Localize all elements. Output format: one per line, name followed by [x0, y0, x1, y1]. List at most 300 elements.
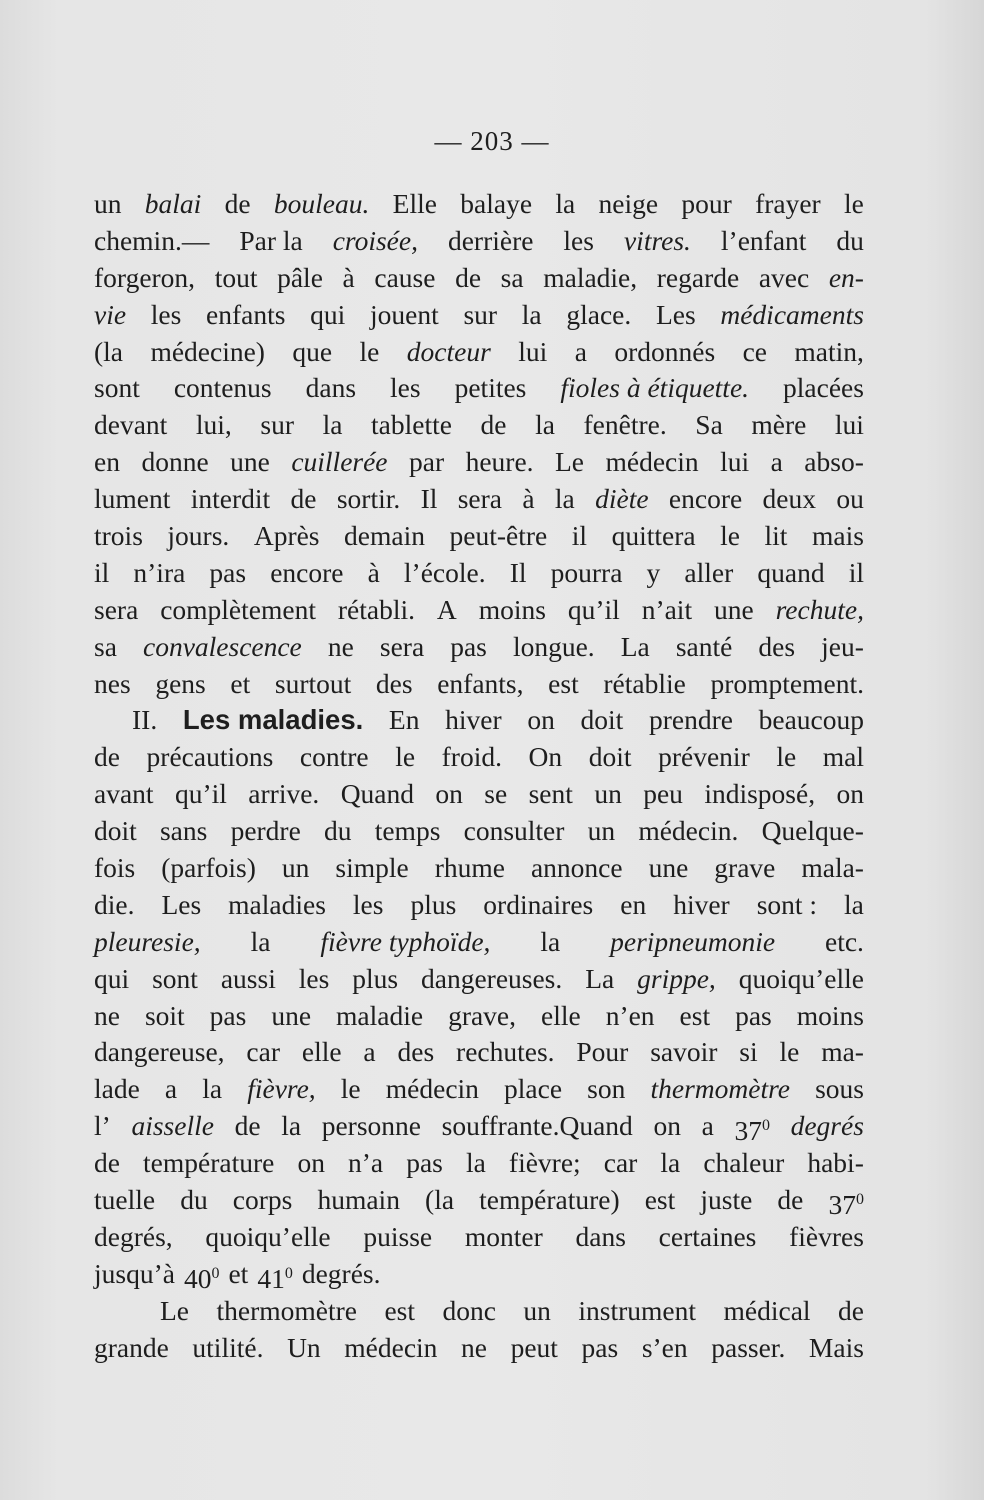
italic-term: degrés — [790, 1110, 864, 1142]
word: $41^0$ — [257, 1262, 293, 1294]
word: son — [587, 1073, 626, 1105]
word: Un — [287, 1331, 321, 1363]
text-line — [94, 629, 864, 666]
word: neige — [598, 188, 659, 219]
italic-term: thermomètre — [650, 1073, 790, 1105]
word: n’ait — [641, 593, 693, 625]
word: Les — [161, 888, 202, 920]
word: des — [375, 667, 413, 699]
word: elle — [301, 1036, 342, 1068]
word: chaleur — [703, 1147, 785, 1179]
word: lui, — [195, 409, 232, 441]
word: la — [535, 409, 555, 441]
word: froid. — [441, 741, 502, 773]
word: sa — [500, 261, 524, 293]
italic-term: balai — [144, 188, 202, 219]
word: santé — [675, 630, 733, 662]
word: de — [94, 741, 120, 773]
word: enfants, — [437, 667, 524, 699]
word: derrière — [447, 224, 534, 256]
word: soit — [144, 999, 185, 1031]
word: ou — [836, 483, 864, 515]
word: $40^0$ — [183, 1262, 220, 1294]
text-line — [94, 887, 864, 924]
word: et — [230, 667, 251, 699]
text-line — [94, 666, 864, 703]
text-line — [94, 1293, 864, 1330]
text-line — [94, 1330, 864, 1367]
word: prendre — [648, 704, 733, 736]
word: Par la — [239, 224, 303, 256]
word: peut — [510, 1331, 558, 1363]
word: rétabli. — [337, 593, 415, 625]
word: médical — [723, 1294, 811, 1326]
word: de — [224, 188, 251, 219]
italic-term: fioles à étiquette. — [560, 372, 750, 404]
word: pas — [209, 999, 247, 1031]
word: maladie, — [543, 261, 638, 293]
text-line — [94, 850, 864, 887]
word: Il — [420, 483, 438, 515]
word: jours. — [167, 520, 230, 552]
word: ne — [327, 630, 354, 662]
word: ma- — [821, 1036, 864, 1068]
word: personne — [321, 1110, 421, 1142]
degree-superscript: 0 — [284, 1264, 293, 1282]
word: rhume — [434, 852, 505, 884]
word: les — [150, 298, 182, 330]
word: la — [521, 298, 542, 330]
text-line — [94, 223, 864, 260]
word: a — [770, 446, 783, 478]
word: est — [679, 999, 711, 1031]
word: de — [94, 1147, 120, 1179]
word: maladies — [228, 888, 326, 920]
word: trois — [94, 520, 143, 552]
word: Le — [555, 446, 585, 478]
word: peu — [643, 778, 683, 810]
word: une — [714, 593, 754, 625]
word: sont — [152, 962, 198, 994]
italic-term: rechute, — [775, 593, 864, 625]
word: de — [455, 261, 482, 293]
word: dans — [575, 1220, 626, 1252]
word: la — [554, 483, 575, 515]
word: une — [271, 999, 312, 1031]
word: dangereuses. — [421, 962, 563, 994]
word: pourra — [550, 556, 623, 588]
word: la — [660, 1147, 681, 1179]
word: de — [480, 409, 507, 441]
word: pas — [735, 999, 772, 1031]
text-line — [94, 407, 864, 444]
italic-term: vitres. — [623, 224, 691, 256]
word: la — [281, 1110, 302, 1142]
word: juste — [700, 1184, 753, 1216]
word: qui — [94, 962, 130, 994]
word: et — [228, 1257, 249, 1289]
word: plus — [352, 962, 399, 994]
word: en — [620, 888, 647, 920]
word: dangereuse, — [94, 1036, 225, 1068]
word: qu’il — [174, 778, 227, 810]
word: arrive. — [248, 778, 320, 810]
word: quittera — [611, 520, 696, 552]
italic-term: diète — [595, 483, 649, 515]
page-number: — 203 — — [434, 126, 550, 156]
degree-superscript: 0 — [211, 1264, 220, 1282]
word: est — [548, 667, 579, 699]
word: précautions — [146, 741, 274, 773]
word: sous — [815, 1073, 864, 1105]
word: la — [540, 925, 561, 957]
word: il — [571, 520, 588, 552]
italic-term: fièvre, — [247, 1073, 316, 1105]
word: encore — [668, 483, 743, 515]
word: médecine) — [150, 335, 265, 367]
word: Les — [655, 298, 696, 330]
word: sera — [457, 483, 503, 515]
word: le — [720, 520, 740, 552]
word: pour — [681, 188, 732, 219]
text-line — [94, 998, 864, 1035]
word: jeu- — [821, 630, 864, 662]
word: donne — [141, 446, 209, 478]
word: interdit — [190, 483, 271, 515]
italic-term: médicaments — [720, 298, 864, 330]
word: utilité. — [192, 1331, 264, 1363]
word: la — [555, 188, 576, 219]
word: que — [292, 335, 333, 367]
word: on — [297, 1147, 325, 1179]
word: habi- — [807, 1147, 864, 1179]
word: heure. — [465, 446, 534, 478]
word: jouent — [370, 298, 439, 330]
word: certaines — [658, 1220, 757, 1252]
word: gens — [155, 667, 206, 699]
word: il — [848, 556, 864, 588]
word: grave — [714, 852, 776, 884]
word: monter — [464, 1220, 543, 1252]
word: sont : — [756, 888, 818, 920]
word: deux — [762, 483, 817, 515]
word: perdre — [230, 815, 301, 847]
word: passer. — [711, 1331, 786, 1363]
word: beaucoup — [758, 704, 864, 736]
word: die. — [94, 888, 135, 920]
word: mala- — [801, 852, 864, 884]
italic-term: pleuresie, — [94, 925, 201, 957]
word: n’a — [348, 1147, 384, 1179]
word: fièvres — [789, 1220, 864, 1252]
text-line — [94, 481, 864, 518]
word: encore — [270, 556, 344, 588]
word: instrument — [578, 1294, 697, 1326]
word: surtout — [274, 667, 352, 699]
word: (la — [425, 1184, 455, 1216]
word: complètement — [160, 593, 316, 625]
word: On — [528, 741, 563, 773]
word: lument — [94, 483, 171, 515]
word: les — [298, 962, 330, 994]
word: puisse — [363, 1220, 433, 1252]
word: sera — [94, 593, 139, 625]
word: pas — [406, 1147, 443, 1179]
word: $37^0$ — [828, 1189, 864, 1221]
word: glace. — [566, 298, 632, 330]
word: $37^0$ — [734, 1115, 770, 1147]
word: l’enfant — [720, 224, 807, 256]
word: tout — [214, 261, 258, 293]
word: à — [367, 556, 380, 588]
word: la — [202, 1073, 223, 1105]
word: lit — [764, 520, 788, 552]
text-line — [94, 1219, 864, 1256]
word: avant — [94, 778, 154, 810]
word: hiver — [445, 704, 502, 736]
word: car — [603, 1147, 638, 1179]
word: temps — [374, 815, 441, 847]
word: y — [646, 556, 661, 588]
word: consulter — [463, 815, 565, 847]
word: La — [620, 630, 650, 662]
word: une — [648, 852, 689, 884]
word: température) — [479, 1184, 620, 1216]
word: annonce — [530, 852, 623, 884]
word: Après — [253, 520, 320, 552]
word: lui — [518, 335, 548, 367]
word: on — [435, 778, 463, 810]
word: on — [527, 704, 555, 736]
word: un — [594, 778, 622, 810]
word: lui — [834, 409, 864, 441]
word: etc. — [825, 925, 864, 957]
italic-term: croisée, — [332, 224, 418, 256]
word: par — [408, 446, 445, 478]
text-line — [94, 1145, 864, 1182]
word: aussi — [220, 962, 276, 994]
italic-term: fièvre typhoïde, — [320, 925, 491, 957]
text-line — [94, 961, 864, 998]
text-line — [94, 924, 864, 961]
word: moins — [478, 593, 546, 625]
word: qui — [310, 298, 346, 330]
word: les — [563, 224, 594, 256]
text-line — [94, 702, 864, 739]
word: regarde — [656, 261, 740, 293]
word: doit — [588, 741, 632, 773]
word: donc — [442, 1294, 496, 1326]
word: Sa — [695, 409, 723, 441]
word: sera — [379, 630, 425, 662]
word: de — [234, 1110, 261, 1142]
word: fièvre; — [508, 1147, 581, 1179]
italic-term: vie — [94, 298, 127, 330]
word: (parfois) — [161, 852, 256, 884]
word: du — [180, 1184, 208, 1216]
word: Le — [160, 1294, 190, 1326]
word: en — [94, 446, 120, 478]
word: prévenir — [658, 741, 750, 773]
word: souffrante.Quand — [441, 1110, 633, 1142]
word: sent — [528, 778, 573, 810]
word: lui — [720, 446, 750, 478]
word: la — [322, 409, 343, 441]
word: ordinaires — [483, 888, 594, 920]
word: Quand — [340, 778, 415, 810]
word: doit — [94, 815, 137, 847]
word: on — [836, 778, 864, 810]
word: médecin. — [638, 815, 739, 847]
text-line — [94, 1256, 864, 1293]
word: la — [844, 888, 864, 920]
word: le — [844, 188, 864, 219]
word: frayer — [755, 188, 821, 219]
word: le — [340, 1073, 361, 1105]
word: est — [644, 1184, 676, 1216]
word: n’en — [605, 999, 655, 1031]
italic-term: peripneumonie — [610, 925, 776, 957]
word: le — [779, 1036, 800, 1068]
word: de — [290, 483, 317, 515]
italic-term: cuillerée — [291, 446, 388, 478]
word: contre — [299, 741, 369, 773]
word: sur — [260, 409, 294, 441]
word: tablette — [371, 409, 452, 441]
word: longue. — [512, 630, 595, 662]
word: enfants — [206, 298, 286, 330]
word: s’en — [641, 1331, 688, 1363]
word: pas — [581, 1331, 619, 1363]
word: abso- — [804, 446, 864, 478]
word: peut-être — [449, 520, 548, 552]
text-line — [94, 1108, 864, 1145]
word: a — [701, 1110, 714, 1142]
word: il — [94, 556, 110, 588]
word: de — [777, 1184, 804, 1216]
word: fois — [94, 852, 136, 884]
word: cause — [374, 261, 436, 293]
word: placées — [783, 372, 864, 404]
word: a — [363, 1036, 376, 1068]
word: la — [465, 1147, 486, 1179]
word: à — [342, 261, 355, 293]
word: quand — [757, 556, 825, 588]
word: température — [143, 1147, 275, 1179]
word: une — [230, 446, 270, 478]
word: mal — [822, 741, 864, 773]
word: thermomètre — [216, 1294, 357, 1326]
word: fenêtre. — [583, 409, 667, 441]
word: place — [504, 1073, 563, 1105]
word: matin, — [794, 335, 864, 367]
body-text — [94, 186, 864, 1367]
word: Mais — [808, 1331, 864, 1363]
word: sont — [94, 372, 140, 404]
word: pas — [450, 630, 487, 662]
word: lade — [94, 1073, 140, 1105]
italic-term: docteur — [406, 335, 491, 367]
word: les — [352, 888, 384, 920]
word: un — [94, 188, 122, 219]
word: l’école. — [403, 556, 486, 588]
word: les — [390, 372, 421, 404]
word: le — [359, 335, 380, 367]
word: a — [164, 1073, 178, 1105]
word: forgeron, — [94, 261, 196, 293]
word: Il — [509, 556, 527, 588]
word: maladie — [336, 999, 424, 1031]
word: dans — [305, 372, 357, 404]
word: se — [484, 778, 508, 810]
italic-term: en- — [828, 261, 864, 293]
word: sur — [463, 298, 498, 330]
text-line — [94, 739, 864, 776]
text-line — [94, 555, 864, 592]
word: pas — [209, 556, 247, 588]
word: grande — [94, 1331, 169, 1363]
word: ne — [461, 1331, 487, 1363]
word: elle — [541, 999, 581, 1031]
word: car — [246, 1036, 280, 1068]
word: qu’il — [567, 593, 620, 625]
word: un — [587, 815, 616, 847]
word: mais — [811, 520, 864, 552]
word: des — [397, 1036, 435, 1068]
word: médecin — [385, 1073, 479, 1105]
word: demain — [344, 520, 425, 552]
word: ordonnés — [614, 335, 716, 367]
degree-superscript: 0 — [855, 1191, 864, 1209]
text-line — [94, 518, 864, 555]
word: A — [436, 593, 457, 625]
word: rétablie — [603, 667, 686, 699]
word: jusqu’à — [94, 1257, 175, 1289]
word: l’ — [94, 1110, 111, 1142]
word: simple — [335, 852, 409, 884]
word: ce — [742, 335, 767, 367]
word: petites — [454, 372, 527, 404]
word: le — [395, 741, 416, 773]
word: médecin — [344, 1331, 438, 1363]
text-line — [94, 260, 864, 297]
word: le — [776, 741, 797, 773]
word: tuelle — [94, 1184, 156, 1216]
word: chemin.— — [94, 224, 210, 256]
word: contenus — [173, 372, 272, 404]
text-line — [94, 444, 864, 481]
word: on — [653, 1110, 681, 1142]
word: balaye — [460, 188, 533, 219]
word: doit — [580, 704, 624, 736]
word: plus — [410, 888, 457, 920]
word: à — [522, 483, 535, 515]
text-line — [94, 297, 864, 334]
word: quoiqu’elle — [205, 1220, 331, 1252]
word: rechutes. — [456, 1036, 555, 1068]
italic-term: convalescence — [142, 630, 302, 662]
word: de — [838, 1294, 864, 1326]
italic-term: grippe, — [637, 962, 716, 994]
word: indisposé, — [704, 778, 816, 810]
word: humain — [317, 1184, 400, 1216]
word: sa — [94, 630, 117, 662]
word: du — [836, 224, 864, 256]
word: a — [574, 335, 587, 367]
word: savoir — [650, 1036, 718, 1068]
text-line — [94, 1071, 864, 1108]
word: moins — [796, 999, 864, 1031]
